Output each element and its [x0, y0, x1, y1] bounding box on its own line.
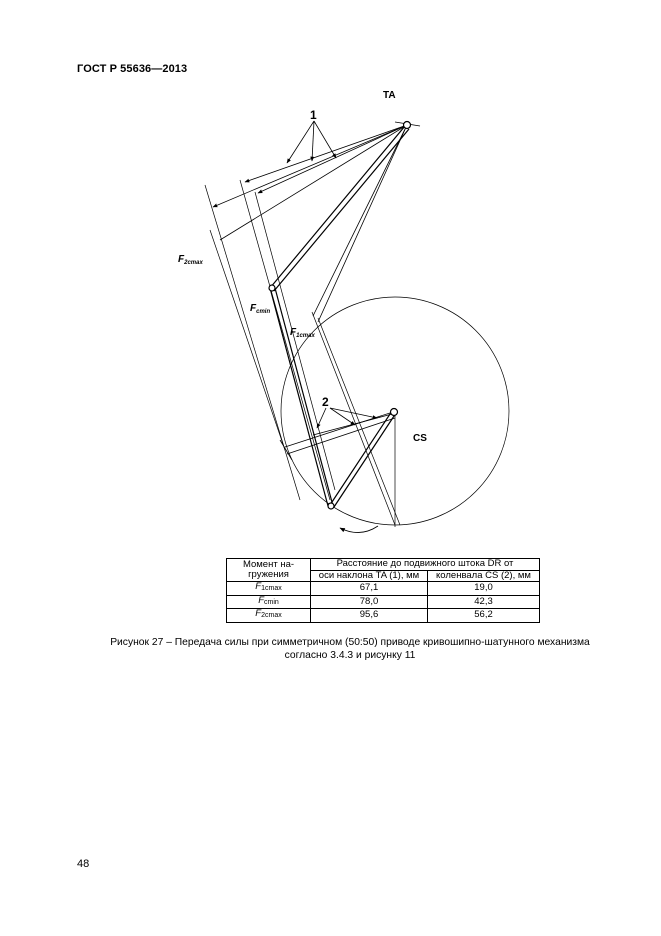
row-label: $F_{2cmax}$ — [227, 609, 311, 623]
ta-pivot — [404, 122, 411, 129]
force-lines — [205, 180, 400, 527]
cell-ta: 78,0 — [311, 595, 428, 609]
cs-pivot — [391, 409, 398, 416]
table-row — [227, 582, 540, 596]
caption-line-1: Рисунок 27 – Передача силы при симметричном (50:50) приводе кривошипно-шатунного механизма — [110, 637, 590, 648]
row-label: $F_{1cmax}$ — [227, 582, 311, 596]
col-header-ta: оси наклона TA (1), мм — [311, 570, 428, 582]
col-header-moment: Момент на-гружения — [227, 559, 311, 582]
table-row — [227, 595, 540, 609]
distance-table — [226, 558, 540, 623]
cell-ta: 95,6 — [311, 609, 428, 623]
document-header: ГОСТ Р 55636—2013 — [77, 63, 188, 75]
page-number: 48 — [77, 858, 90, 870]
caption-line-2: согласно 3.4.3 и рисунку 11 — [284, 650, 416, 661]
cell-cs: 42,3 — [428, 595, 540, 609]
label-f1cmax: $F_{1cmax}$ — [290, 327, 315, 339]
label-2-leaders — [317, 408, 377, 428]
label-1-leaders — [287, 121, 336, 163]
label-1: 1 — [310, 108, 317, 122]
label-f2cmax: $F_{2cmax}$ — [178, 254, 203, 266]
rotation-arrow — [340, 526, 378, 533]
pivot-points — [269, 122, 411, 510]
ta-label: TA — [383, 90, 396, 101]
col-header-cs: коленвала CS (2), мм — [428, 570, 540, 582]
linkage — [270, 126, 409, 507]
cs-label: CS — [413, 433, 427, 444]
cell-cs: 56,2 — [428, 609, 540, 623]
table-row — [227, 609, 540, 623]
col-header-group: Расстояние до подвижного штока DR от — [311, 559, 540, 571]
joint-bottom — [328, 503, 334, 509]
label-2: 2 — [322, 395, 329, 409]
label-fcmin: $F_{cmin}$ — [250, 303, 271, 315]
figure-caption — [60, 636, 640, 662]
crank-rods — [280, 412, 395, 460]
cell-ta: 67,1 — [311, 582, 428, 596]
joint-top — [269, 285, 275, 291]
cell-cs: 19,0 — [428, 582, 540, 596]
ta-rays — [213, 122, 420, 322]
row-label: $F_{cmin}$ — [227, 595, 311, 609]
